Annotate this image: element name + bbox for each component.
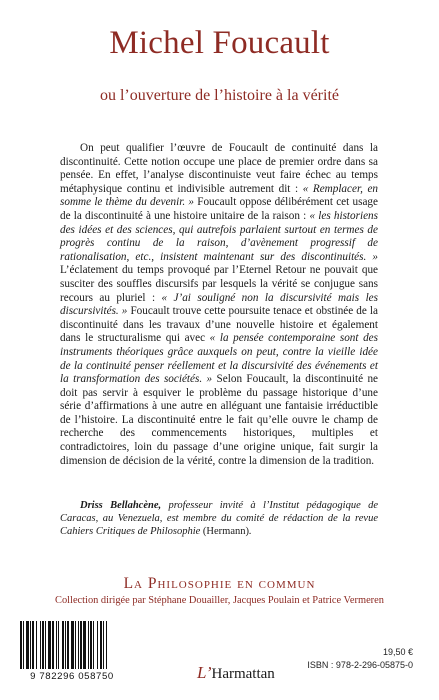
- barcode-bar: [30, 621, 31, 669]
- barcode-bar: [40, 621, 41, 669]
- blurb-quote: « J’ai souligné non la discursivité mais les discursivités. »: [60, 291, 378, 318]
- bio-text-end: .: [248, 526, 252, 537]
- barcode-bar: [48, 621, 51, 669]
- barcode-bar: [88, 621, 89, 669]
- isbn: ISBN : 978-2-296-05875-0: [307, 660, 413, 670]
- publisher-logo: [197, 664, 275, 683]
- barcode-bar: [56, 621, 57, 669]
- barcode-bar: [100, 621, 102, 669]
- barcode-bar: [32, 621, 34, 669]
- barcode-bar: [62, 621, 64, 669]
- barcode-bar: [52, 621, 54, 669]
- bio-publisher: (Hermann): [200, 526, 249, 537]
- blurb-quote: « Remplacer, en somme le thème du devenir. »: [60, 182, 379, 209]
- blurb-text: Foucault trouve cette poursuite tenace et obstinée de la discontinuité dans les travaux d’une nouvelle histoire et également dans le structuralisme qui avec: [60, 305, 378, 345]
- barcode-bar: [71, 621, 74, 669]
- barcode-bar: [42, 621, 44, 669]
- book-title: Michel Foucault: [109, 25, 330, 61]
- barcode-bar: [83, 621, 86, 669]
- barcode-bar: [90, 621, 92, 669]
- blurb-text: Foucault oppose délibérément cet usage de la discontinuité à une histoire unitaire de la raison :: [60, 196, 378, 222]
- barcode-bar: [20, 621, 22, 669]
- barcode-bar: [65, 621, 66, 669]
- publisher-logo-name: Harmattan: [211, 666, 275, 682]
- blurb-text: L’éclatement du temps provoqué par l’Eternel Retour ne pouvait que susciter des souffles discursifs par lesquels la vérité se conjugue sans recours au pluriel :: [60, 264, 378, 304]
- price: 19,50 €: [382, 647, 413, 657]
- blurb-quote: « la pensée contemporaine sont des instruments théoriques grâce auxquels on peut, contre la vieille idée de la continuité penser réellement et la discursivité des événements et la transformation des sociétés. »: [60, 332, 378, 386]
- barcode-bars-icon: [16, 619, 128, 671]
- bio-text: professeur invité à l’Institut pédagogique de Caracas, au Venezuela, est membre du comité de rédaction de la revue Cahiers Critiques de Philosophie: [60, 500, 378, 537]
- blurb-paragraph: [60, 142, 378, 468]
- barcode-bar: [36, 621, 37, 669]
- blurb-text: On peut qualifier l’œuvre de Foucault de continuité dans la discontinuité. Cette notion occupe une place de premier ordre dans sa pensée. En effet, l’analyse discontinuiste veut faire échec au temps métaphysique continu et indivisible autrement dit :: [60, 142, 378, 195]
- barcode-bar: [26, 621, 29, 669]
- barcode-bar: [97, 621, 98, 669]
- book-subtitle: ou l’ouverture de l’histoire à la vérité: [99, 87, 339, 104]
- barcode-bar: [23, 621, 24, 669]
- barcode: [16, 619, 128, 685]
- barcode-bar: [78, 621, 79, 669]
- barcode-bar: [45, 621, 46, 669]
- blurb-quote: « les historiens des idées et des sciences, qui autrefois parlaient surtout en termes de progrès continu de la raison, d’avènement progressif de rationalisation, etc., insistent maintenant sur des discontinuités. »: [60, 209, 379, 263]
- barcode-bar: [93, 621, 94, 669]
- collection-directors: Collection dirigée par Stéphane Douailler, Jacques Poulain et Patrice Vermeren: [55, 595, 384, 606]
- blurb-text: Selon Foucault, la discontinuité ne doit pas servir à esquiver le problème du passage historique d’une série d’affirmations à une autre en alléguant une fantaisie irréductible de l’histoire. La discontinuité entre le fait qu’elle ouvre le champ de recherche des commencements historiques, multiples et contradictoires, loin du passage d’une origine unique, fait surgir la dimension de décision de la vérité, contre la dimension de la tradition.: [60, 373, 379, 467]
- author-name: Driss Bellahcène,: [80, 500, 162, 511]
- barcode-bar: [80, 621, 82, 669]
- barcode-bar: [58, 621, 59, 669]
- barcode-bar: [106, 621, 107, 669]
- barcode-bar: [75, 621, 76, 669]
- barcode-bar: [103, 621, 104, 669]
- collection-name: La Philosophie en commun: [123, 575, 316, 592]
- author-bio: [60, 499, 378, 538]
- barcode-bar: [67, 621, 69, 669]
- publisher-logo-lead: L’: [197, 663, 212, 682]
- barcode-digits: 9 782296 058750: [30, 671, 114, 682]
